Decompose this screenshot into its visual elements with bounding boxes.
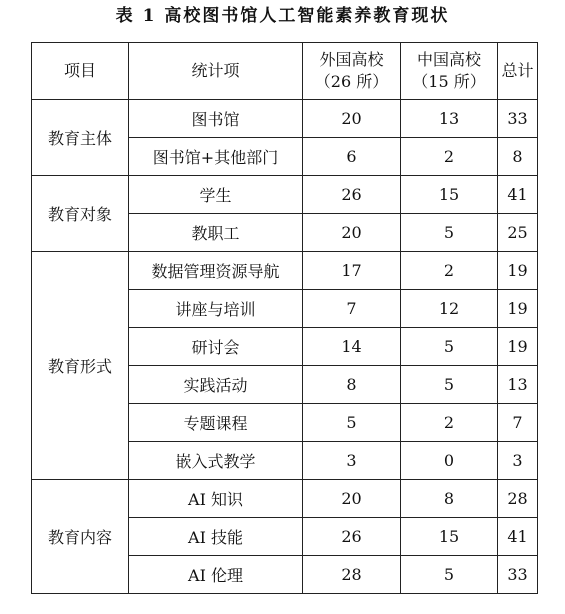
stat-label-cell: 学生 [129, 176, 303, 214]
data-table [31, 42, 538, 594]
china-value-cell: 5 [401, 328, 498, 366]
header-china-count: （15 所） [412, 72, 486, 91]
total-value-cell: 3 [498, 442, 538, 480]
foreign-value-cell: 7 [303, 290, 401, 328]
group-name-cell: 教育内容 [32, 480, 129, 594]
total-value-cell: 19 [498, 252, 538, 290]
header-row [32, 43, 538, 100]
china-value-cell: 8 [401, 480, 498, 518]
china-value-cell: 2 [401, 404, 498, 442]
group-name-cell: 教育主体 [32, 100, 129, 176]
header-china [401, 43, 498, 100]
foreign-value-cell: 14 [303, 328, 401, 366]
china-value-cell: 5 [401, 214, 498, 252]
group-name-cell: 教育对象 [32, 176, 129, 252]
foreign-value-cell: 26 [303, 518, 401, 556]
stat-label-cell: AI 伦理 [129, 556, 303, 594]
china-value-cell: 13 [401, 100, 498, 138]
header-foreign [303, 43, 401, 100]
china-value-cell: 15 [401, 176, 498, 214]
china-value-cell: 5 [401, 366, 498, 404]
foreign-value-cell: 6 [303, 138, 401, 176]
header-stat: 统计项 [129, 43, 303, 100]
foreign-value-cell: 3 [303, 442, 401, 480]
china-value-cell: 5 [401, 556, 498, 594]
stat-label-cell: 专题课程 [129, 404, 303, 442]
table-row [32, 100, 538, 138]
china-value-cell: 12 [401, 290, 498, 328]
total-value-cell: 8 [498, 138, 538, 176]
header-total: 总计 [498, 43, 538, 100]
total-value-cell: 13 [498, 366, 538, 404]
header-item: 项目 [32, 43, 129, 100]
foreign-value-cell: 20 [303, 480, 401, 518]
total-value-cell: 28 [498, 480, 538, 518]
stat-label-cell: 图书馆+其他部门 [129, 138, 303, 176]
group-name-cell: 教育形式 [32, 252, 129, 480]
stat-label-cell: 嵌入式教学 [129, 442, 303, 480]
foreign-value-cell: 28 [303, 556, 401, 594]
foreign-value-cell: 8 [303, 366, 401, 404]
total-value-cell: 41 [498, 518, 538, 556]
total-value-cell: 7 [498, 404, 538, 442]
table-row [32, 176, 538, 214]
total-value-cell: 19 [498, 328, 538, 366]
china-value-cell: 15 [401, 518, 498, 556]
china-value-cell: 2 [401, 252, 498, 290]
total-value-cell: 41 [498, 176, 538, 214]
china-value-cell: 0 [401, 442, 498, 480]
total-value-cell: 19 [498, 290, 538, 328]
stat-label-cell: 研讨会 [129, 328, 303, 366]
foreign-value-cell: 17 [303, 252, 401, 290]
table-row [32, 480, 538, 518]
total-value-cell: 33 [498, 100, 538, 138]
total-value-cell: 33 [498, 556, 538, 594]
china-value-cell: 2 [401, 138, 498, 176]
stat-label-cell: 实践活动 [129, 366, 303, 404]
stat-label-cell: 数据管理资源导航 [129, 252, 303, 290]
header-china-label: 中国高校 [416, 50, 481, 69]
stat-label-cell: AI 技能 [129, 518, 303, 556]
table-row [32, 252, 538, 290]
stat-label-cell: 教职工 [129, 214, 303, 252]
foreign-value-cell: 5 [303, 404, 401, 442]
table-caption: 表 1 高校图书馆人工智能素养教育现状 [115, 6, 450, 26]
stat-label-cell: 图书馆 [129, 100, 303, 138]
table-body [32, 100, 538, 594]
stat-label-cell: 讲座与培训 [129, 290, 303, 328]
stat-label-cell: AI 知识 [129, 480, 303, 518]
total-value-cell: 25 [498, 214, 538, 252]
header-foreign-count: （26 所） [314, 72, 389, 91]
foreign-value-cell: 26 [303, 176, 401, 214]
header-foreign-label: 外国高校 [319, 50, 384, 69]
foreign-value-cell: 20 [303, 214, 401, 252]
foreign-value-cell: 20 [303, 100, 401, 138]
